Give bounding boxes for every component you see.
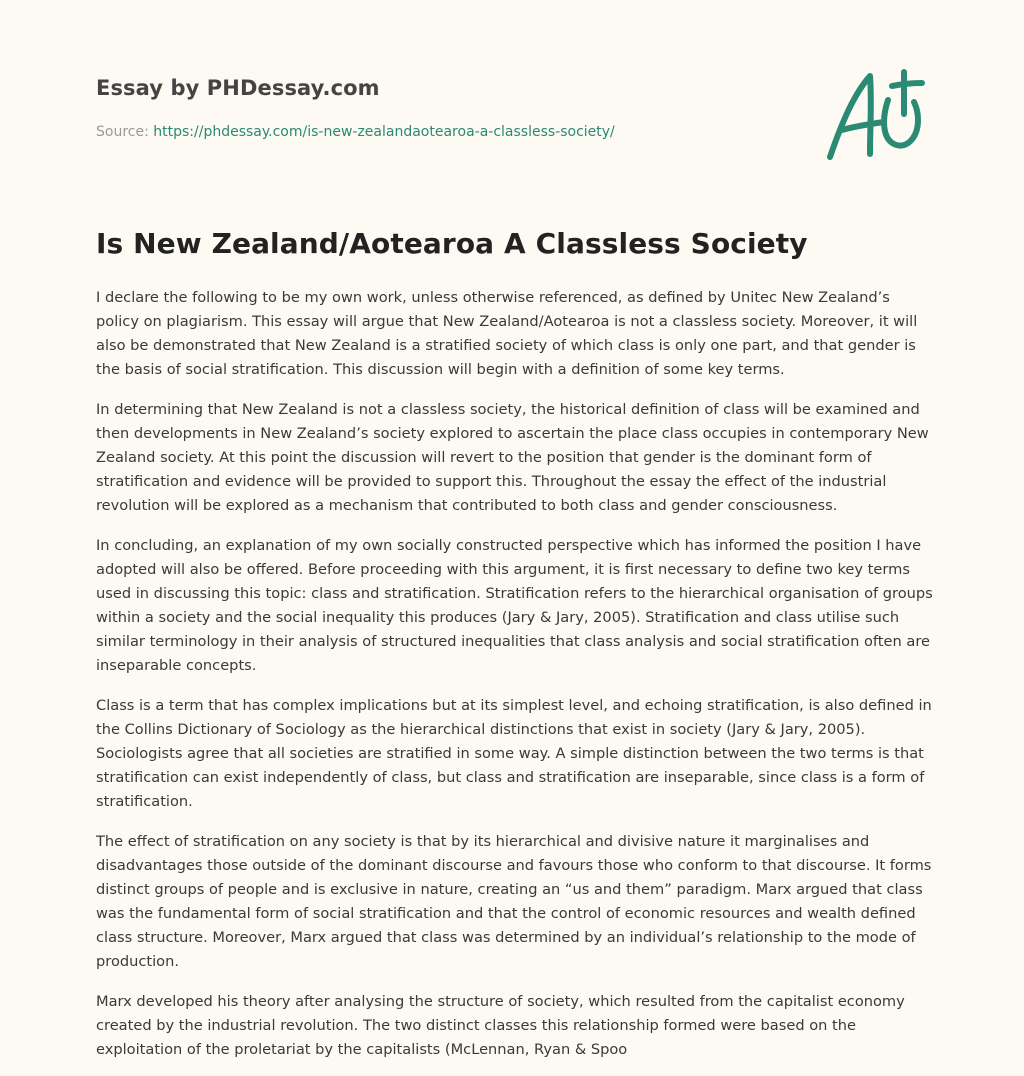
essay-paragraph: In concluding, an explanation of my own socially constructed perspective which has informed the position I have adopted will also be offered. Before proceeding with this argument, it is first necessary to define two key terms used in discussing this topic: class and stratification. Stratification refers to the hierarchical organisation of groups within a society and the social inequality this produces (Jary & Jary, 2005). Stratification and class utilise such similar terminology in their analysis of structured inequalities that class analysis and social stratification often are inseparable concepts. xyxy=(96,537,933,674)
site-title: Essay by PHDessay.com xyxy=(96,76,380,100)
essay-paragraph: In determining that New Zealand is not a classless society, the historical definition of class will be examined and then developments in New Zealand’s society explored to ascertain the place class occupies in contemporary New Zealand society. At this point the discussion will revert to the position that gender is the dominant form of stratification and evidence will be provided to support this. Throughout the essay the effect of the industrial revolution will be explored as a mechanism that contributed to both class and gender consciousness. xyxy=(96,401,929,514)
essay-paragraph: Marx developed his theory after analysing the structure of society, which resulted from the capitalist economy created by the industrial revolution. The two distinct classes this relationship formed were based on the exploitation of the proletariat by the capitalists (McLennan, Ryan & Spoo xyxy=(96,993,905,1058)
source-link[interactable]: https://phdessay.com/is-new-zealandaotearoa-a-classless-society/ xyxy=(153,124,615,140)
essay-title: Is New Zealand/Aotearoa A Classless Society xyxy=(96,227,808,260)
source-line xyxy=(96,124,615,140)
essay-paragraph: Class is a term that has complex implications but at its simplest level, and echoing stratification, is also defined in the Collins Dictionary of Sociology as the hierarchical distinctions that exist in society (Jary & Jary, 2005). Sociologists agree that all societies are stratified in some way. A simple distinction between the two terms is that stratification can exist independently of class, but class and stratification are inseparable, since class is a form of stratification. xyxy=(96,697,932,810)
essay-paragraph: The effect of stratification on any society is that by its hierarchical and divisive nature it marginalises and disadvantages those outside of the dominant discourse and favours those who conform to that discourse. It forms distinct groups of people and is exclusive in nature, creating an “us and them” paradigm. Marx argued that class was the fundamental form of social stratification and that the control of economic resources and wealth defined class structure. Moreover, Marx argued that class was determined by an individual’s relationship to the mode of production. xyxy=(96,833,932,970)
essay-body xyxy=(96,286,934,1062)
source-label: Source: xyxy=(96,124,149,140)
page-header xyxy=(0,0,1024,190)
essay-paragraph: I declare the following to be my own work, unless otherwise referenced, as defined by Unitec New Zealand’s policy on plagiarism. This essay will argue that New Zealand/Aotearoa is not a classless society. Moreover, it will also be demonstrated that New Zealand is a stratified society of which class is only one part, and that gender is the basis of social stratification. This discussion will begin with a definition of some key terms. xyxy=(96,289,918,378)
a-plus-logo-icon xyxy=(820,62,932,166)
